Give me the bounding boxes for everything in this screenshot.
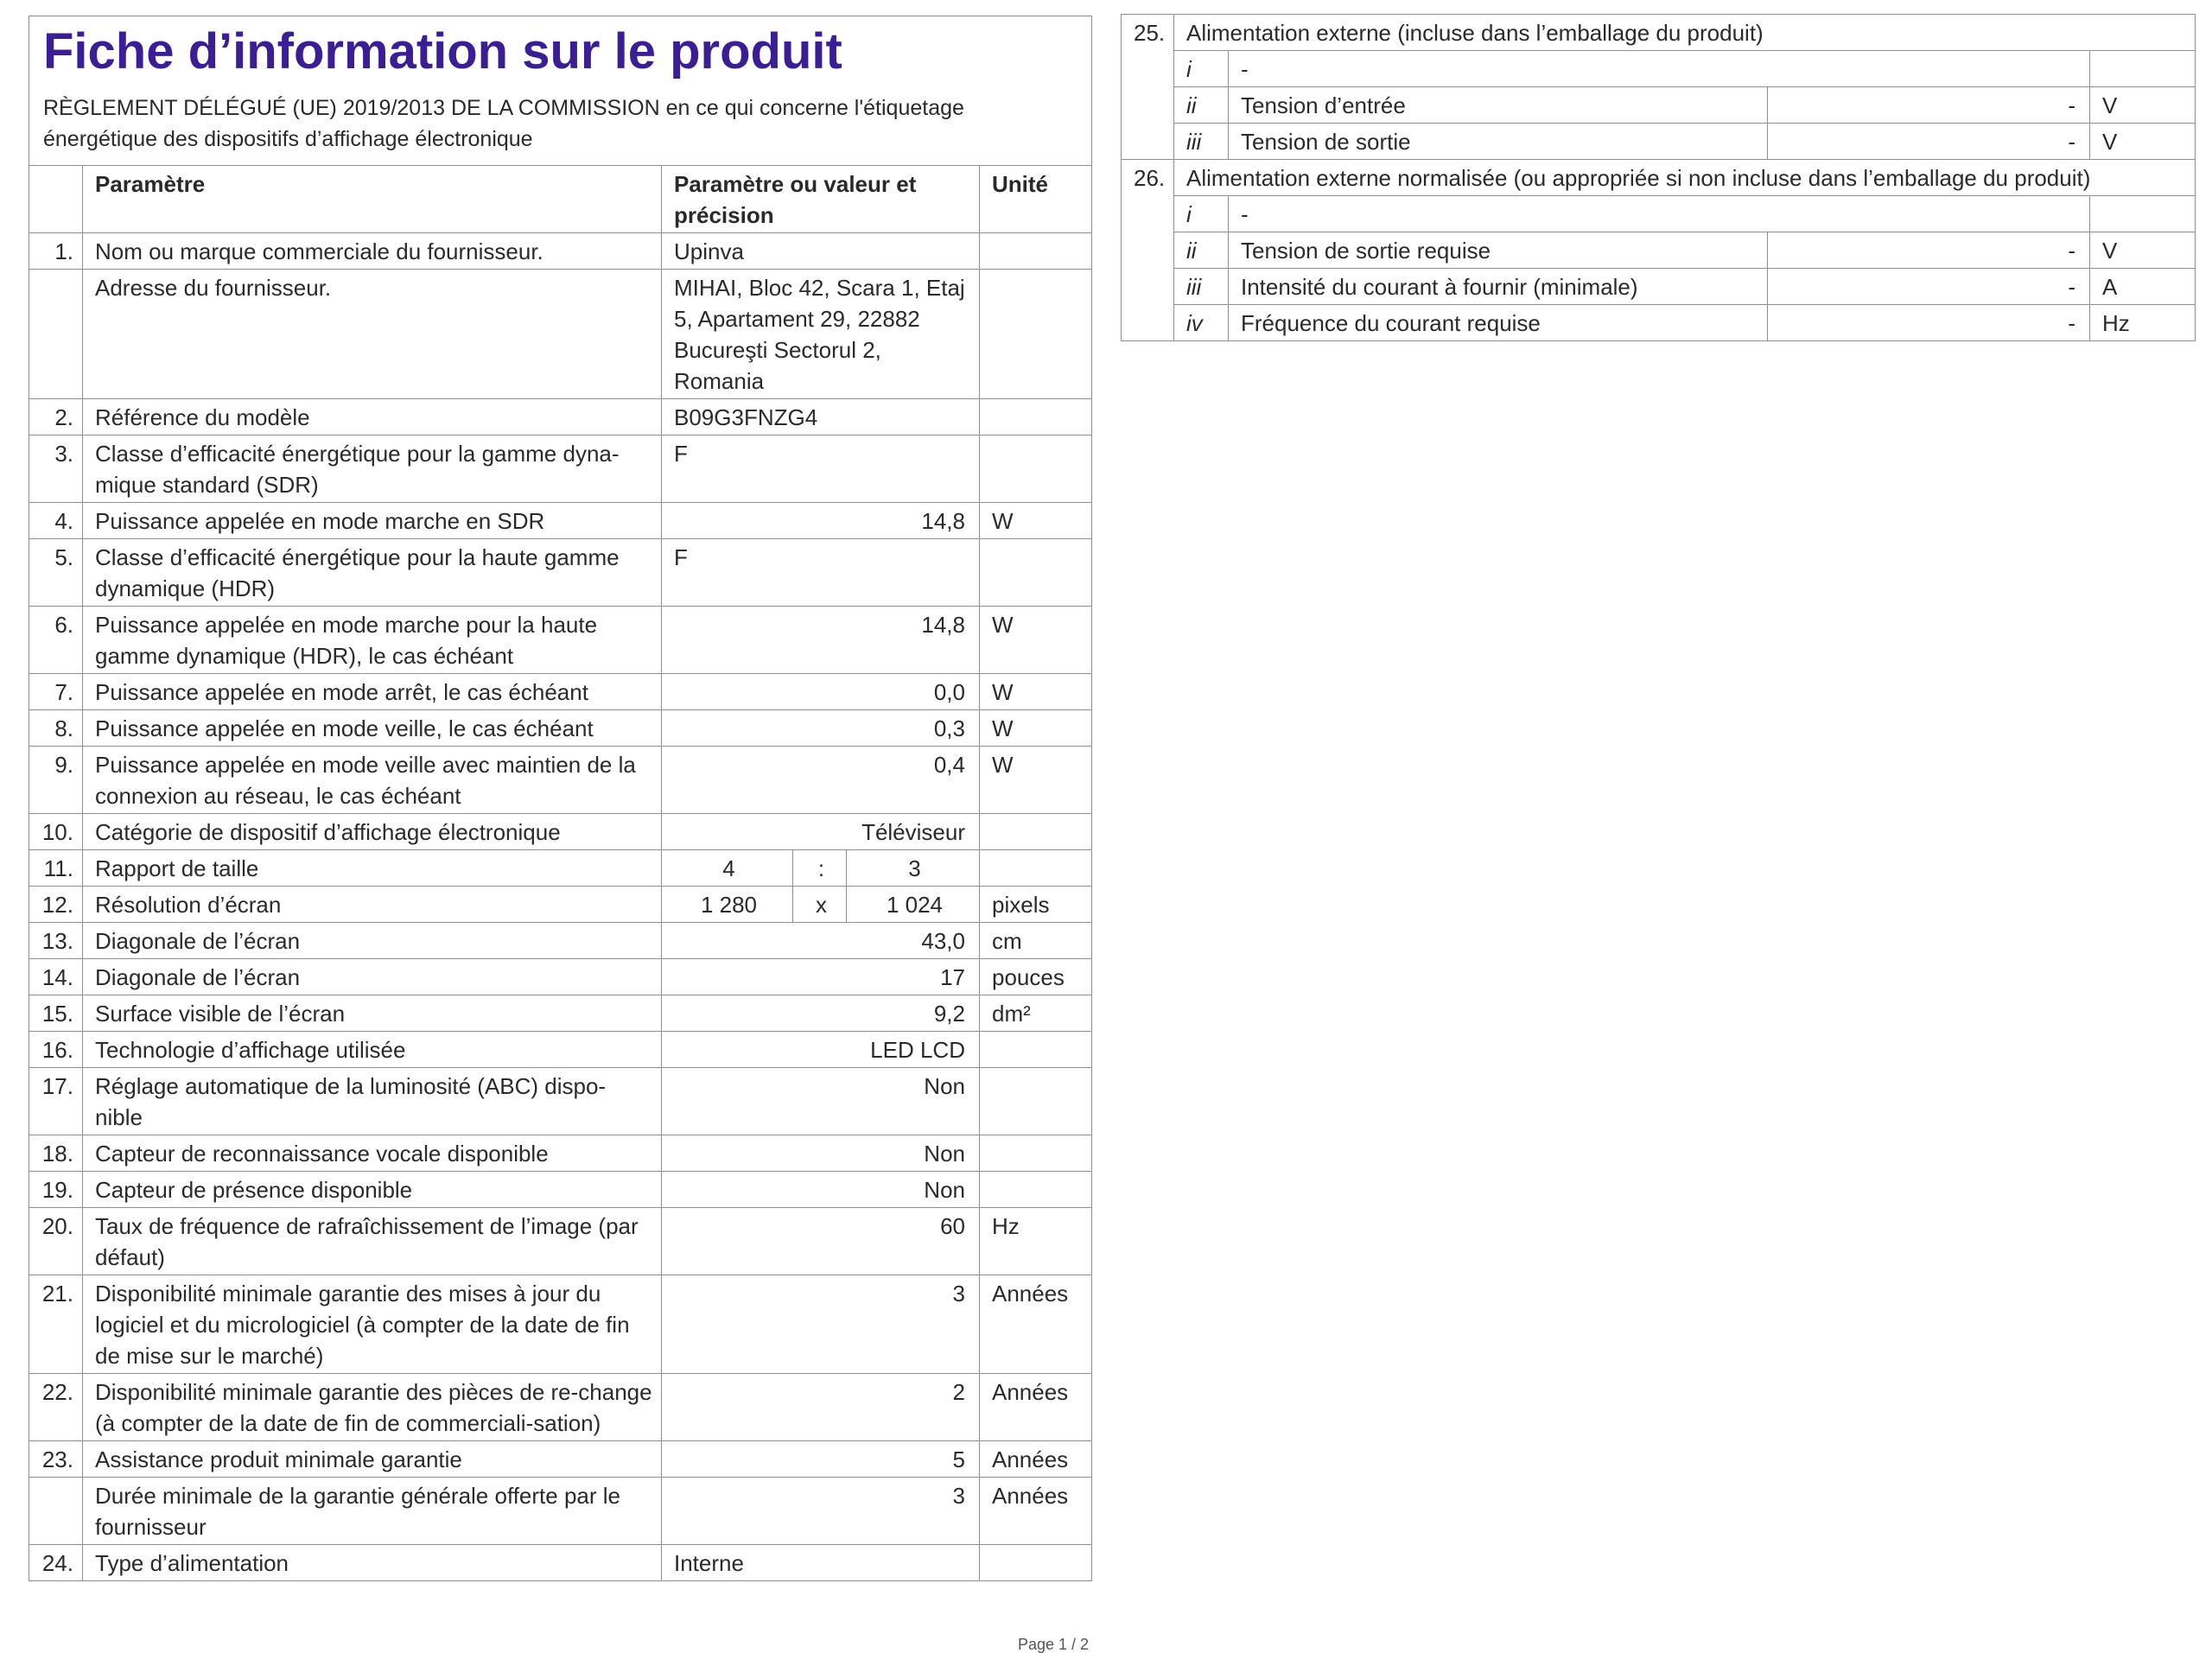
row-label: Rapport de taille — [83, 850, 662, 887]
ratio-separator: : — [793, 850, 847, 887]
page-number: Page 1 / 2 — [1018, 1636, 1090, 1653]
power-supply-table — [1121, 14, 2196, 341]
row-value: Non — [662, 1135, 980, 1172]
row-number — [29, 1478, 83, 1545]
row-value: B09G3FNZG4 — [662, 399, 980, 436]
table-row — [29, 995, 1092, 1032]
row-label: Durée minimale de la garantie générale offerte par le fournisseur — [83, 1478, 662, 1545]
table-row — [29, 1032, 1092, 1068]
row-number: 18. — [29, 1135, 83, 1172]
table-row — [1122, 51, 2196, 87]
row-number: 7. — [29, 674, 83, 710]
row-number: 8. — [29, 710, 83, 747]
row-value: - — [1768, 269, 2090, 305]
roman-index: ii — [1174, 232, 1229, 269]
row-number: 4. — [29, 503, 83, 539]
row-number: 16. — [29, 1032, 83, 1068]
row-value: 60 — [662, 1208, 980, 1275]
row-value: Interne — [662, 1545, 980, 1581]
resolution-height: 1 024 — [847, 887, 980, 923]
row-value: 0,3 — [662, 710, 980, 747]
row-value: - — [1768, 305, 2090, 341]
row-number: 17. — [29, 1068, 83, 1135]
ratio-width: 4 — [662, 850, 793, 887]
row-unit: Années — [980, 1374, 1092, 1441]
row-number: 22. — [29, 1374, 83, 1441]
table-row — [29, 1374, 1092, 1441]
row-number: 26. — [1122, 160, 1174, 341]
table-row — [29, 436, 1092, 503]
table-row — [1122, 124, 2196, 160]
table-row — [1122, 196, 2196, 232]
row-unit: Années — [980, 1441, 1092, 1478]
header-param: Paramètre — [83, 166, 662, 233]
row-label: Catégorie de dispositif d’affichage électronique — [83, 814, 662, 850]
section-title: Alimentation externe normalisée (ou appropriée si non incluse dans l’emballage du produit) — [1174, 160, 2196, 196]
row-unit: pixels — [980, 887, 1092, 923]
table-row — [29, 1135, 1092, 1172]
row-label: Diagonale de l’écran — [83, 923, 662, 959]
table-row — [29, 1441, 1092, 1478]
title-row — [29, 16, 1092, 166]
table-row — [29, 539, 1092, 607]
row-unit: Hz — [980, 1208, 1092, 1275]
row-number: 10. — [29, 814, 83, 850]
table-row — [29, 747, 1092, 814]
table-row — [1122, 87, 2196, 124]
row-label: Intensité du courant à fournir (minimale) — [1229, 269, 1768, 305]
roman-index: i — [1174, 51, 1229, 87]
header-unit: Unité — [980, 166, 1092, 233]
row-unit: W — [980, 503, 1092, 539]
row-unit — [980, 1135, 1092, 1172]
row-unit — [980, 399, 1092, 436]
row-value: 3 — [662, 1275, 980, 1374]
row-unit: Années — [980, 1478, 1092, 1545]
table-row — [1122, 305, 2196, 341]
row-value: 14,8 — [662, 503, 980, 539]
row-value: 5 — [662, 1441, 980, 1478]
table-row — [29, 1068, 1092, 1135]
row-value: - — [1768, 124, 2090, 160]
table-row — [29, 503, 1092, 539]
row-unit — [980, 1068, 1092, 1135]
row-label: Classe d’efficacité énergétique pour la gamme dyna-mique standard (SDR) — [83, 436, 662, 503]
row-value: - — [1768, 232, 2090, 269]
row-unit: cm — [980, 923, 1092, 959]
row-label: Adresse du fournisseur. — [83, 270, 662, 399]
row-number: 12. — [29, 887, 83, 923]
row-number: 6. — [29, 607, 83, 674]
row-label: - — [1229, 51, 2090, 87]
row-label: Disponibilité minimale garantie des pièces de re-change (à compter de la date de fin de commerciali-sation) — [83, 1374, 662, 1441]
row-label: Disponibilité minimale garantie des mises à jour du logiciel et du micrologiciel (à compter de la date de fin de mise sur le marché) — [83, 1275, 662, 1374]
row-number: 15. — [29, 995, 83, 1032]
row-label: Puissance appelée en mode veille, le cas échéant — [83, 710, 662, 747]
row-label: Puissance appelée en mode arrêt, le cas échéant — [83, 674, 662, 710]
row-label: Puissance appelée en mode marche en SDR — [83, 503, 662, 539]
table-row — [29, 1172, 1092, 1208]
row-unit — [980, 1545, 1092, 1581]
row-number — [29, 270, 83, 399]
row-value: 9,2 — [662, 995, 980, 1032]
table-row — [29, 399, 1092, 436]
row-label: Fréquence du courant requise — [1229, 305, 1768, 341]
row-unit: pouces — [980, 959, 1092, 995]
resolution-width: 1 280 — [662, 887, 793, 923]
resolution-separator: x — [793, 887, 847, 923]
row-unit — [980, 436, 1092, 503]
row-unit — [980, 1172, 1092, 1208]
table-header-row — [29, 166, 1092, 233]
row-number: 2. — [29, 399, 83, 436]
page-title: Fiche d’information sur le produit — [43, 23, 842, 79]
row-label: Surface visible de l’écran — [83, 995, 662, 1032]
row-label: Puissance appelée en mode marche pour la haute gamme dynamique (HDR), le cas échéant — [83, 607, 662, 674]
row-unit — [980, 539, 1092, 607]
row-label: Capteur de présence disponible — [83, 1172, 662, 1208]
row-label: Tension de sortie requise — [1229, 232, 1768, 269]
section-25-title-row — [1122, 15, 2196, 51]
row-number: 14. — [29, 959, 83, 995]
row-number: 21. — [29, 1275, 83, 1374]
row-value: Upinva — [662, 233, 980, 270]
row-value: 0,4 — [662, 747, 980, 814]
row-unit: Années — [980, 1275, 1092, 1374]
row-value: Non — [662, 1172, 980, 1208]
row-unit: W — [980, 607, 1092, 674]
roman-index: iii — [1174, 269, 1229, 305]
row-unit — [2090, 51, 2196, 87]
row-number: 13. — [29, 923, 83, 959]
row-label: Réglage automatique de la luminosité (ABC) dispo-nible — [83, 1068, 662, 1135]
table-row — [29, 1545, 1092, 1581]
row-unit: A — [2090, 269, 2196, 305]
row-unit: Hz — [2090, 305, 2196, 341]
row-label: Référence du modèle — [83, 399, 662, 436]
row-unit: V — [2090, 124, 2196, 160]
row-value: 0,0 — [662, 674, 980, 710]
row-number: 24. — [29, 1545, 83, 1581]
title-cell — [29, 16, 1092, 166]
row-value: - — [1768, 87, 2090, 124]
row-value: Non — [662, 1068, 980, 1135]
row-unit — [980, 1032, 1092, 1068]
row-value: 3 — [662, 1478, 980, 1545]
row-unit: dm² — [980, 995, 1092, 1032]
row-value: 14,8 — [662, 607, 980, 674]
row-unit: W — [980, 710, 1092, 747]
table-row — [29, 814, 1092, 850]
table-row — [29, 674, 1092, 710]
row-label: Diagonale de l’écran — [83, 959, 662, 995]
table-row — [29, 1478, 1092, 1545]
row-value: 17 — [662, 959, 980, 995]
table-row — [29, 1275, 1092, 1374]
table-row — [29, 710, 1092, 747]
table-row — [29, 850, 1092, 887]
row-label: Tension d’entrée — [1229, 87, 1768, 124]
row-label: Technologie d’affichage utilisée — [83, 1032, 662, 1068]
roman-index: iii — [1174, 124, 1229, 160]
row-number: 5. — [29, 539, 83, 607]
table-row — [29, 607, 1092, 674]
row-unit — [980, 850, 1092, 887]
header-num — [29, 166, 83, 233]
table-row — [29, 887, 1092, 923]
row-value: 2 — [662, 1374, 980, 1441]
regulation-subtitle: RÈGLEMENT DÉLÉGUÉ (UE) 2019/2013 DE LA COMMISSION en ce qui concerne l'étiquetage énergétique des dispositifs d’affichage électronique — [43, 96, 964, 151]
row-label: Tension de sortie — [1229, 124, 1768, 160]
row-value: MIHAI, Bloc 42, Scara 1, Etaj 5, Apartament 29, 22882 Bucureşti Sectorul 2, Romania — [662, 270, 980, 399]
row-label: Capteur de reconnaissance vocale disponible — [83, 1135, 662, 1172]
row-label: Nom ou marque commerciale du fournisseur. — [83, 233, 662, 270]
row-value: F — [662, 436, 980, 503]
table-row — [29, 270, 1092, 399]
row-number: 3. — [29, 436, 83, 503]
roman-index: ii — [1174, 87, 1229, 124]
row-number: 1. — [29, 233, 83, 270]
row-label: Puissance appelée en mode veille avec maintien de la connexion au réseau, le cas échéant — [83, 747, 662, 814]
section-26-title-row — [1122, 160, 2196, 196]
row-label: Classe d’efficacité énergétique pour la haute gamme dynamique (HDR) — [83, 539, 662, 607]
header-value: Paramètre ou valeur et précision — [662, 166, 980, 233]
row-label: Assistance produit minimale garantie — [83, 1441, 662, 1478]
row-number: 25. — [1122, 15, 1174, 160]
row-number: 23. — [29, 1441, 83, 1478]
row-label: Taux de fréquence de rafraîchissement de l’image (par défaut) — [83, 1208, 662, 1275]
row-unit: W — [980, 747, 1092, 814]
row-unit: V — [2090, 87, 2196, 124]
roman-index: iv — [1174, 305, 1229, 341]
row-unit: W — [980, 674, 1092, 710]
row-label: Type d’alimentation — [83, 1545, 662, 1581]
table-row — [1122, 232, 2196, 269]
row-label: Résolution d’écran — [83, 887, 662, 923]
row-number: 9. — [29, 747, 83, 814]
product-info-table — [29, 16, 1092, 1581]
row-value: 43,0 — [662, 923, 980, 959]
table-row — [29, 233, 1092, 270]
row-unit — [980, 270, 1092, 399]
table-row — [29, 1208, 1092, 1275]
row-unit — [2090, 196, 2196, 232]
row-value: LED LCD — [662, 1032, 980, 1068]
section-title: Alimentation externe (incluse dans l’emballage du produit) — [1174, 15, 2196, 51]
row-unit — [980, 233, 1092, 270]
row-number: 19. — [29, 1172, 83, 1208]
table-row — [1122, 269, 2196, 305]
row-unit — [980, 814, 1092, 850]
row-unit: V — [2090, 232, 2196, 269]
table-row — [29, 923, 1092, 959]
table-row — [29, 959, 1092, 995]
ratio-height: 3 — [847, 850, 980, 887]
row-label: - — [1229, 196, 2090, 232]
row-value: Téléviseur — [662, 814, 980, 850]
row-number: 11. — [29, 850, 83, 887]
roman-index: i — [1174, 196, 1229, 232]
row-value: F — [662, 539, 980, 607]
row-number: 20. — [29, 1208, 83, 1275]
